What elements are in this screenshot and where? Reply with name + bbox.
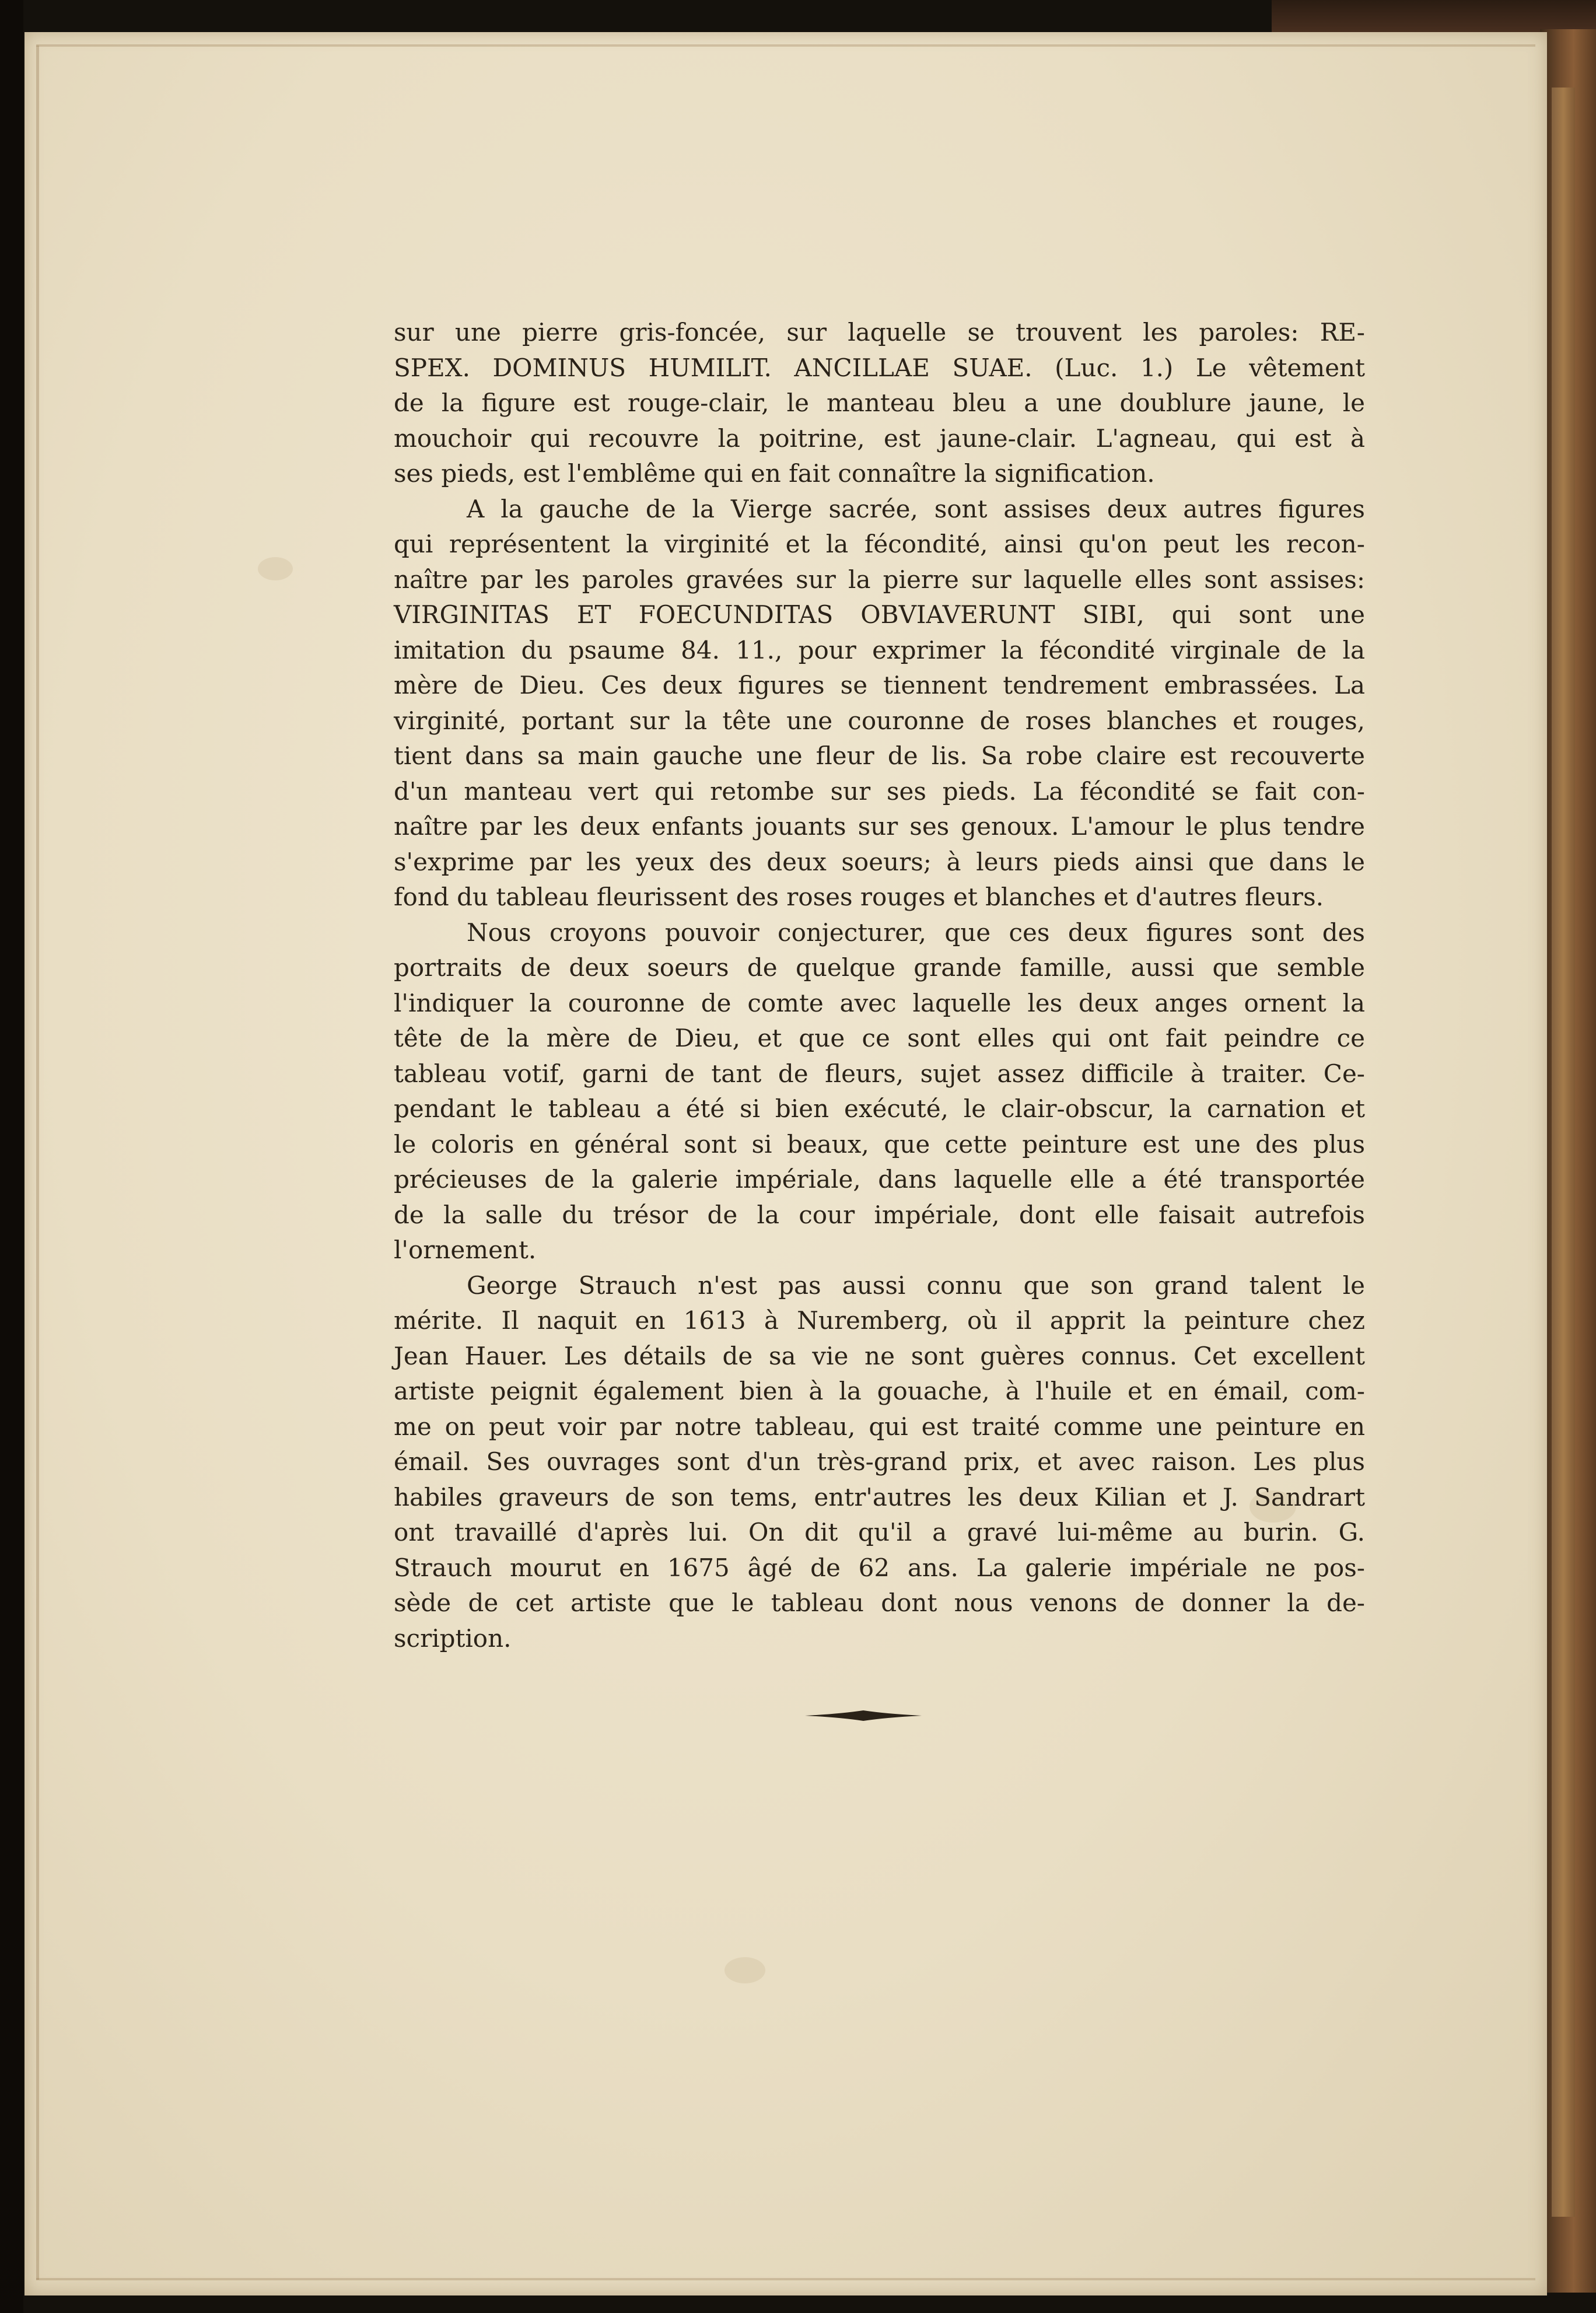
text-line: Nous croyons pouvoir conjecturer, que ces deux figures sont des	[467, 918, 1365, 947]
text-line: le coloris en général sont si beaux, que cette peinture est une des plus	[394, 1129, 1365, 1159]
text-line: virginité, portant sur la tête une couronne de roses blanches et rouges,	[394, 706, 1365, 735]
text-line: ont travaillé d'après lui. On dit qu'il a gravé lui-même au burin. G.	[394, 1518, 1365, 1546]
text-line: s'exprime par les yeux des deux soeurs; à leurs pieds ainsi que dans le	[394, 847, 1365, 876]
text-line: portraits de deux soeurs de quelque grande famille, aussi que semble	[394, 953, 1365, 982]
page-fold-line-top	[36, 44, 1535, 47]
text-line: George Strauch n'est pas aussi connu que son grand talent le	[467, 1271, 1365, 1300]
text-line: naître par les paroles gravées sur la pierre sur laquelle elles sont assises:	[394, 565, 1365, 594]
text-line: mouchoir qui recouvre la poitrine, est jaune-clair. L'agneau, qui est à	[394, 424, 1365, 453]
text-line: de la figure est rouge-clair, le manteau bleu a une doublure jaune, le	[394, 389, 1365, 417]
text-line: l'indiquer la couronne de comte avec laquelle les deux anges ornent la	[394, 988, 1365, 1017]
text-line: scription.	[394, 1623, 512, 1653]
text-line: VIRGINITAS ET FOECUNDITAS OBVIAVERUNT SIBI, qui sont une	[394, 600, 1365, 629]
text-line: sur une pierre gris-foncée, sur laquelle se trouvent les paroles: RE-	[394, 318, 1365, 347]
page-fold-line	[36, 46, 39, 2280]
text-line: ses pieds, est l'emblême qui en fait connaître la signification.	[394, 459, 1155, 488]
text-line: l'ornement.	[394, 1236, 537, 1264]
body-text	[394, 315, 1365, 1656]
text-line: d'un manteau vert qui retombe sur ses pieds. La fécondité se fait con-	[394, 776, 1365, 806]
page-fold-line-bottom	[36, 2278, 1535, 2280]
text-line: fond du tableau fleurissent des roses rouges et blanches et d'autres fleurs.	[394, 883, 1324, 911]
text-line: A la gauche de la Vierge sacrée, sont assises deux autres figures	[467, 494, 1365, 523]
paper-stain	[724, 1957, 765, 1983]
page-stack-edge	[1552, 88, 1575, 2217]
text-line: tient dans sa main gauche une fleur de lis. Sa robe claire est recouverte	[394, 741, 1365, 770]
text-line: de la salle du trésor de la cour impériale, dont elle faisait autrefois	[394, 1200, 1365, 1229]
text-line: imitation du psaume 84. 11., pour exprimer la fécondité virginale de la	[394, 635, 1365, 664]
text-line: précieuses de la galerie impériale, dans laquelle elle a été transportée	[394, 1165, 1365, 1194]
paper-stain	[258, 557, 293, 580]
text-line: Jean Hauer. Les détails de sa vie ne sont guères connus. Cet excellent	[394, 1341, 1365, 1370]
text-line: tableau votif, garni de tant de fleurs, sujet assez difficile à traiter. Ce-	[394, 1059, 1365, 1088]
text-line: mérite. Il naquit en 1613 à Nuremberg, où il apprit la peinture chez	[394, 1306, 1365, 1335]
text-line: SPEX. DOMINUS HUMILIT. ANCILLAE SUAE. (Luc. 1.) Le vêtement	[394, 353, 1365, 382]
text-line: mère de Dieu. Ces deux figures se tiennent tendrement embrassées. La	[394, 671, 1365, 699]
ornamental-rule-icon	[805, 1709, 922, 1722]
text-line: me on peut voir par notre tableau, qui est traité comme une peinture en	[394, 1412, 1365, 1441]
text-line: Strauch mourut en 1675 âgé de 62 ans. La galerie impériale ne pos-	[394, 1553, 1365, 1582]
text-line: naître par les deux enfants jouants sur ses genoux. L'amour le plus tendre	[394, 812, 1365, 841]
text-line: émail. Ses ouvrages sont d'un très-grand prix, et avec raison. Les plus	[394, 1447, 1365, 1476]
text-line: pendant le tableau a été si bien exécuté, le clair-obscur, la carnation et	[394, 1094, 1365, 1123]
text-line: qui représentent la virginité et la fécondité, ainsi qu'on peut les recon-	[394, 530, 1365, 558]
text-line: sède de cet artiste que le tableau dont nous venons de donner la de-	[394, 1588, 1365, 1617]
scan-background-left	[0, 0, 23, 2313]
text-line: habiles graveurs de son tems, entr'autres les deux Kilian et J. Sandrart	[394, 1482, 1365, 1511]
text-line: artiste peignit également bien à la gouache, à l'huile et en émail, com-	[394, 1377, 1365, 1405]
text-line: tête de la mère de Dieu, et que ce sont elles qui ont fait peindre ce	[394, 1024, 1365, 1052]
